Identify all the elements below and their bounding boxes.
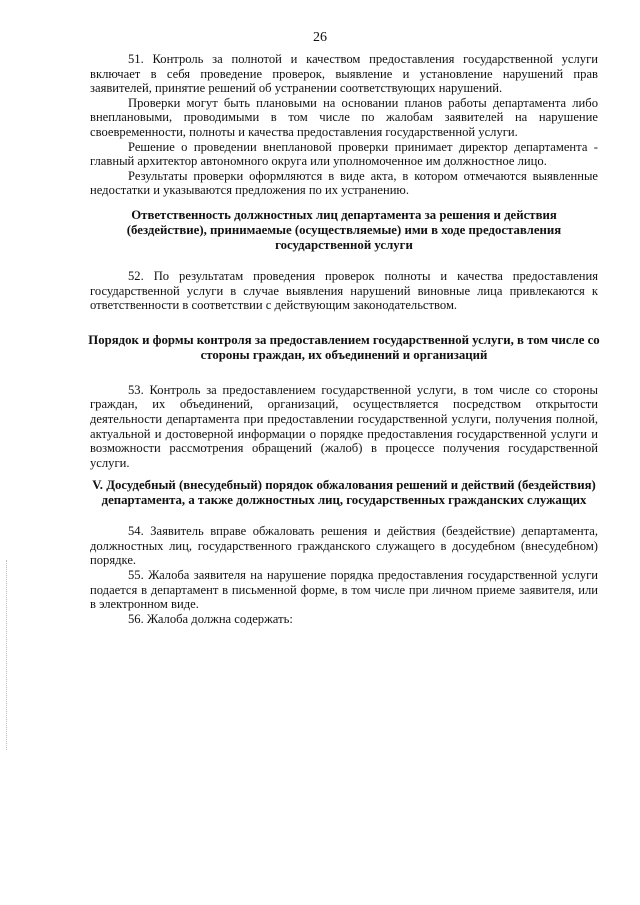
heading-control: Порядок и формы контроля за предоставлением государственной услуги, в том числе со стороны граждан, их объединений и организаций <box>88 332 600 362</box>
paragraph-51: 51. Контроль за полнотой и качеством предоставления государственной услуги включает в себя проведение проверок, выявление и установление нарушений прав заявителей, принятие решений об устранении соответствующих нарушений. <box>90 52 598 96</box>
paragraph-51-inspections: Проверки могут быть плановыми на основании планов работы департамента либо внеплановыми, проводимыми в том числе по жалобам заявителей на нарушение своевременности, полноты и качества предоставления государственной услуги. <box>90 95 598 139</box>
heading-section-5: V. Досудебный (внесудебный) порядок обжалования решений и действий (бездействия) департамента, а также должностных лиц, государственных гражданских служащих <box>92 478 596 508</box>
paragraph-53: 53. Контроль за предоставлением государственной услуги, в том числе со стороны граждан, их объединений, организаций, осуществляется посредством открытости деятельности департамента при предоставлении государственной услуги, получения полной, актуальной и достоверной информации о порядке предоставления государственной услуги и возможности рассмотрения обращений (жалоб) в процессе получения государственной услуги. <box>90 382 598 470</box>
heading-responsibility: Ответственность должностных лиц департамента за решения и действия (бездействие), принимаемые (осуществляемые) ими в ходе предоставления государственной услуги <box>126 207 562 252</box>
paragraph-56: 56. Жалоба должна содержать: <box>128 611 293 626</box>
page-number: 26 <box>313 30 327 45</box>
paragraph-51-unscheduled: Решение о проведении внеплановой проверки принимает директор департамента - главный архитектор автономного округа или уполномоченное им должностное лицо. <box>90 139 598 169</box>
paragraph-55: 55. Жалоба заявителя на нарушение порядка предоставления государственной услуги подается в департамент в письменной форме, в том числе при личном приеме заявителя, или в электронном виде. <box>90 568 598 612</box>
page-content <box>90 52 598 626</box>
paragraph-54: 54. Заявитель вправе обжаловать решения и действия (бездействие) департамента, должностных лиц, государственного гражданского служащего в досудебном (внесудебном) порядке. <box>90 524 598 568</box>
paragraph-52: 52. По результатам проведения проверок полноты и качества предоставления государственной услуги в случае выявления нарушений виновные лица привлекаются к ответственности в соответствии с действующим законодательством. <box>90 268 598 313</box>
binding-margin-marks <box>6 560 9 750</box>
paragraph-51-results: Результаты проверки оформляются в виде акта, в котором отмечаются выявленные недостатки и указываются предложения по их устранению. <box>90 168 598 198</box>
